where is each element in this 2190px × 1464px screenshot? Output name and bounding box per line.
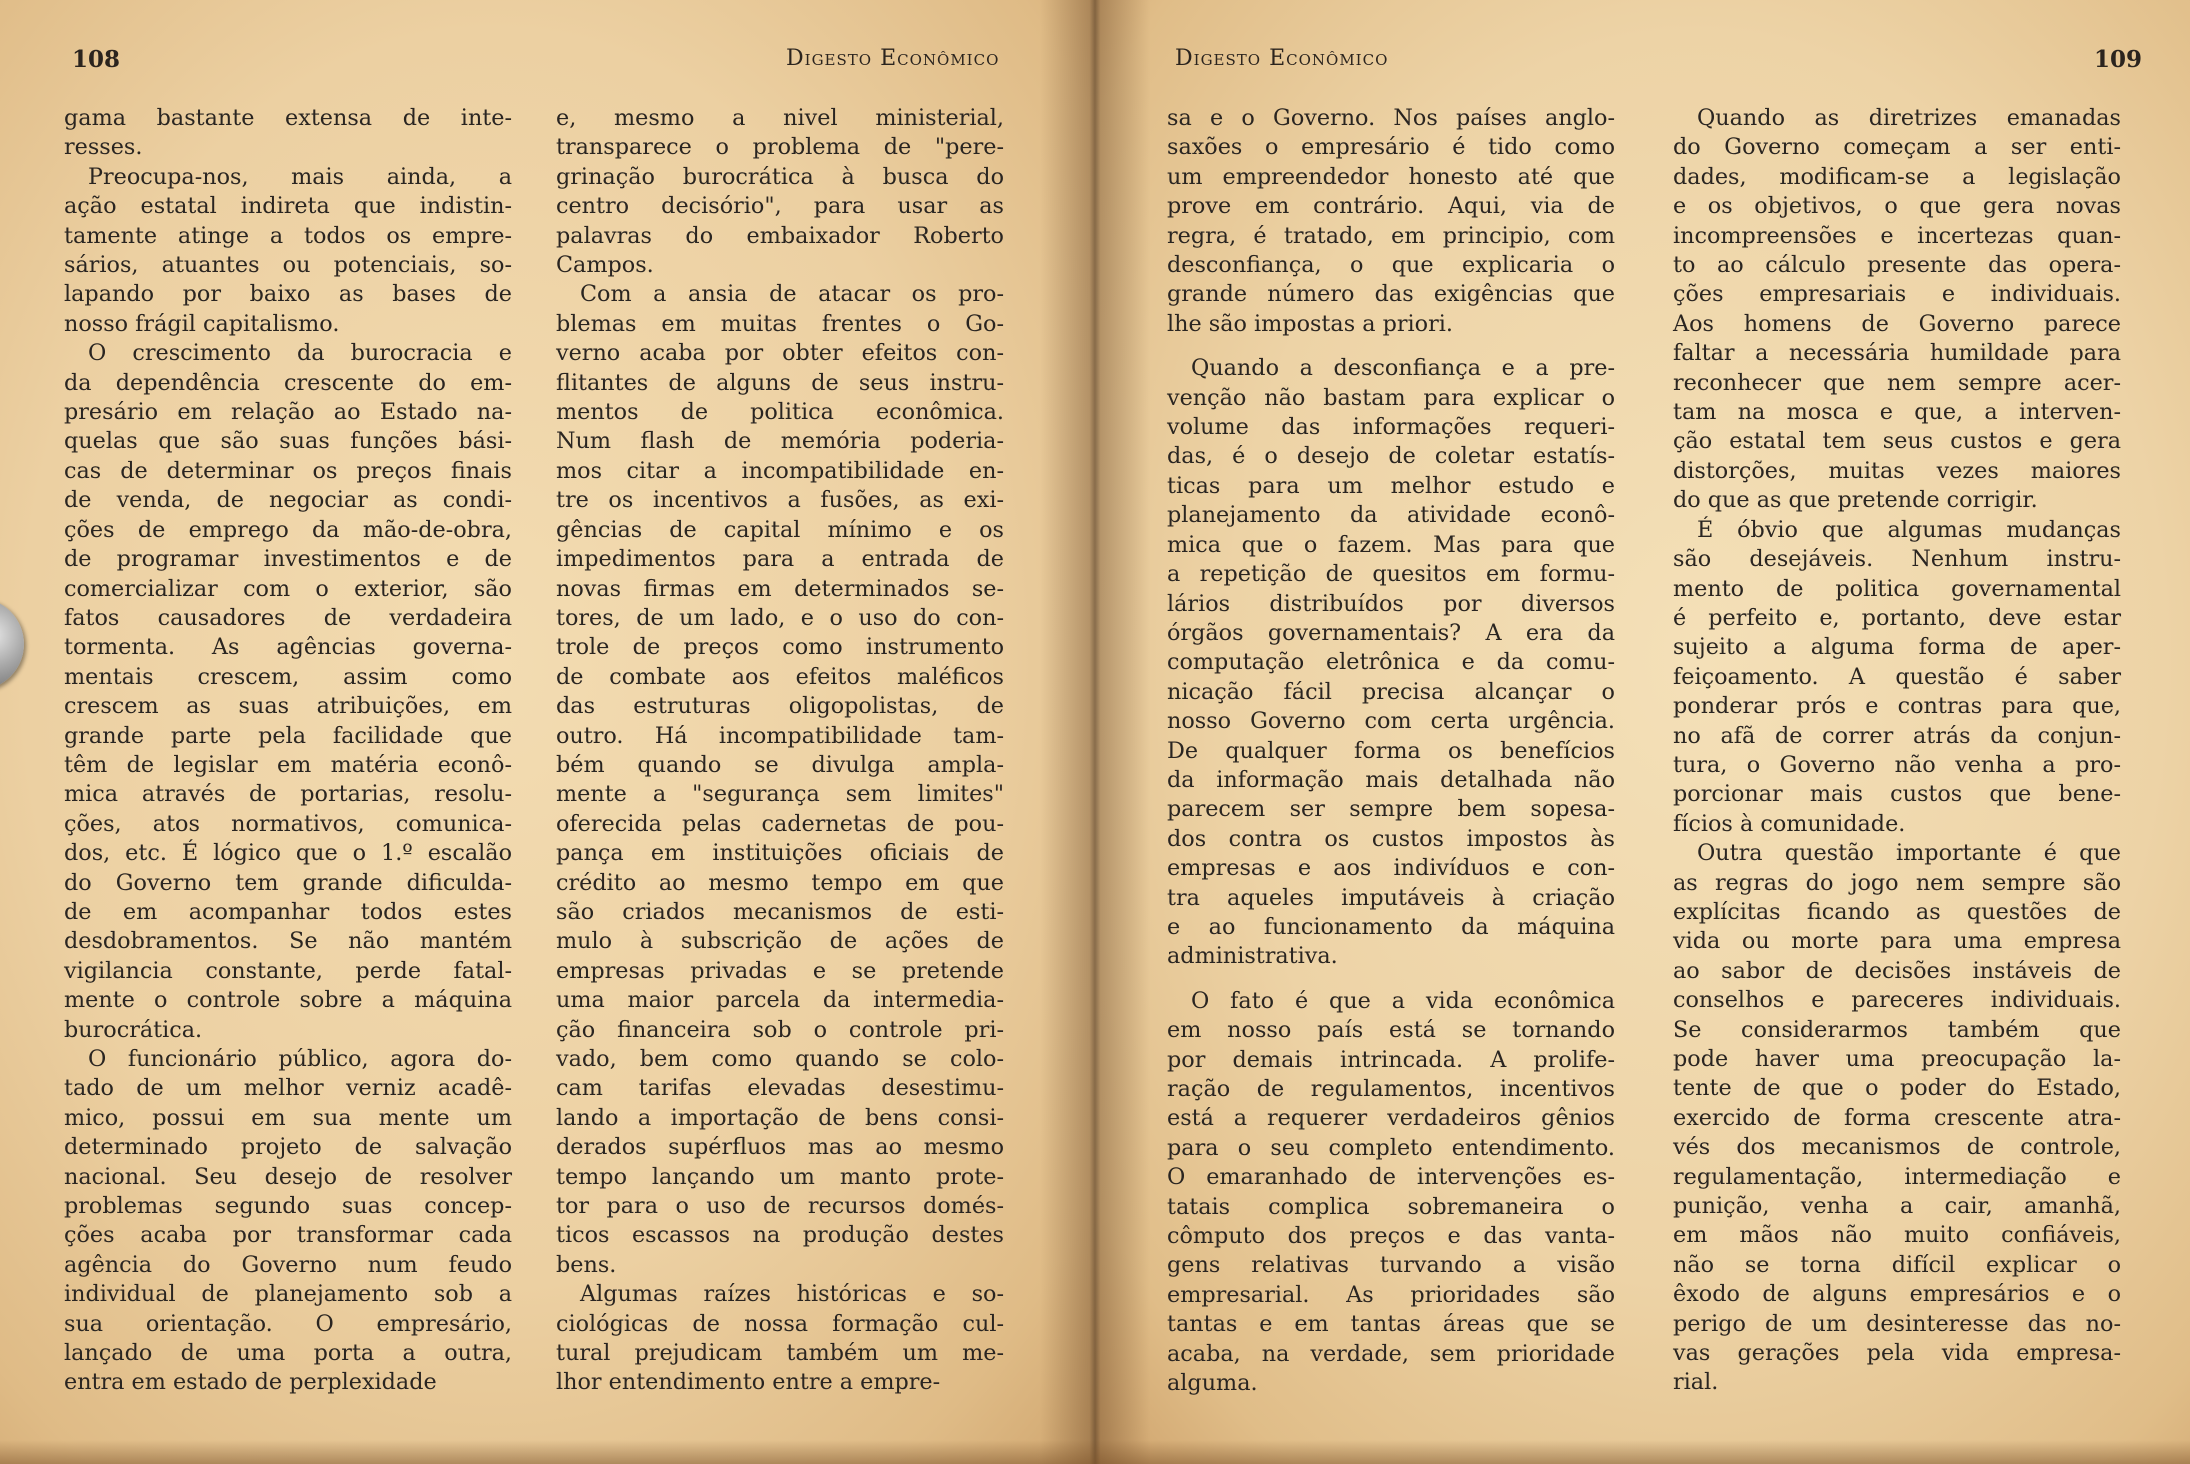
text-line: têm de legislar em matéria econô-	[64, 751, 512, 778]
text-line: exercido de forma crescente atra-	[1673, 1104, 2121, 1131]
left-running-header: Digesto Econômico	[786, 46, 1000, 71]
text-line: pança em instituições oficiais de	[556, 840, 1004, 867]
text-line: outro. Há incompatibilidade tam-	[556, 722, 1004, 749]
paragraph	[64, 339, 512, 1045]
text-line: de combate aos efeitos maléficos	[556, 663, 1004, 690]
text-line: fatos causadores de verdadeira	[64, 604, 512, 631]
text-line: entra em estado de perplexidade	[64, 1369, 437, 1396]
left-column-2	[556, 104, 1004, 1398]
paragraph	[64, 1045, 512, 1398]
text-line: quelas que são suas funções bási-	[64, 428, 512, 455]
text-line: tatais complica sobremaneira o	[1167, 1193, 1615, 1220]
right-column-1	[1167, 104, 1615, 1398]
text-line: crédito ao mesmo tempo em que	[556, 869, 1004, 896]
text-line: O crescimento da burocracia e	[88, 340, 512, 367]
text-line: cam tarifas elevadas desestimu-	[556, 1075, 1004, 1102]
paragraph	[1673, 104, 2121, 516]
text-line: porcionar mais custos que bene-	[1673, 781, 2121, 808]
text-line: ção financeira sob o controle pri-	[556, 1016, 1004, 1043]
text-line: dades, modificam-se a legislação	[1673, 163, 2121, 190]
text-line: empresas privadas e se pretende	[556, 957, 1004, 984]
text-line: prove em contrário. Aqui, via de	[1167, 193, 1615, 220]
text-line: sa e o Governo. Nos países anglo-	[1167, 105, 1615, 131]
text-line: administrativa.	[1167, 943, 1338, 970]
text-line: derados supérfluos mas ao mesmo	[556, 1134, 1004, 1161]
text-line: tantas e em tantas áreas que se	[1167, 1311, 1615, 1338]
text-line: ções de emprego da mão-de-obra,	[64, 516, 512, 543]
text-line: mica através de portarias, resolu-	[64, 781, 512, 808]
text-line: flitantes de alguns de seus instru-	[556, 369, 1004, 396]
text-line: Campos.	[556, 252, 654, 279]
text-line: são desejáveis. Nenhum instru-	[1673, 546, 2121, 573]
text-line: incompreensões e incertezas quan-	[1673, 222, 2121, 249]
right-running-header: Digesto Econômico	[1175, 46, 1389, 71]
text-line: as regras do jogo nem sempre são	[1673, 869, 2121, 896]
text-line: vado, bem como quando se colo-	[556, 1046, 1004, 1072]
text-line: explícitas ficando as questões de	[1673, 898, 2121, 925]
paragraph	[1167, 987, 1615, 1399]
paragraph	[64, 104, 512, 163]
text-line: reconhecer que nem sempre acer-	[1673, 369, 2121, 396]
binder-clip-icon	[0, 598, 24, 690]
text-line: ponderar prós e contras para que,	[1673, 693, 2121, 720]
text-line: é perfeito e, portanto, deve estar	[1673, 604, 2121, 631]
text-line: do que as que pretende corrigir.	[1673, 487, 2038, 514]
text-line: mico, possui em sua mente um	[64, 1104, 512, 1131]
text-line: Num flash de memória poderia-	[556, 428, 1004, 455]
text-line: comercializar com o exterior, são	[64, 575, 512, 602]
right-page-number: 109	[2094, 46, 2143, 73]
paragraph	[556, 1280, 1004, 1398]
text-line: das, é o desejo de coletar estatís-	[1167, 443, 1615, 470]
text-line: verno acaba por obter efeitos con-	[556, 340, 1004, 367]
text-line: trole de preços como instrumento	[556, 634, 1004, 661]
page-bottom-edge	[0, 1440, 2190, 1464]
left-page-number: 108	[72, 46, 121, 73]
text-line: planejamento da atividade econô-	[1167, 502, 1615, 529]
text-line: sários, atuantes ou potenciais, so-	[64, 252, 512, 279]
text-line: ração de regulamentos, incentivos	[1167, 1076, 1615, 1102]
text-line: feiçoamento. A questão é saber	[1673, 663, 2121, 690]
text-line: tor para o uso de recursos domés-	[556, 1193, 1004, 1220]
text-line: lando a importação de bens consi-	[556, 1104, 1004, 1131]
text-line: mente a "segurança sem limites"	[556, 781, 1004, 808]
text-line: transparece o problema de "pere-	[556, 134, 1004, 161]
text-line: burocrática.	[64, 1016, 203, 1043]
text-line: impedimentos para a entrada de	[556, 546, 1004, 573]
text-line: nosso Governo com certa urgência.	[1167, 708, 1615, 735]
text-line: gama bastante extensa de inte-	[64, 105, 512, 131]
text-line: tural prejudicam também um me-	[556, 1340, 1004, 1367]
left-column-1	[64, 104, 512, 1398]
text-line: O funcionário público, agora do-	[88, 1046, 512, 1072]
text-line: Se considerarmos também que	[1673, 1016, 2121, 1043]
text-line: ação estatal indireta que indistin-	[64, 193, 512, 220]
text-line: cas de determinar os preços finais	[64, 457, 512, 484]
text-line: parecem ser sempre bem sopesa-	[1167, 796, 1615, 823]
paragraph	[1673, 516, 2121, 839]
text-line: conselhos e pareceres individuais.	[1673, 987, 2121, 1014]
text-line: cômputo dos preços e das vanta-	[1167, 1223, 1615, 1250]
text-line: da informação mais detalhada não	[1167, 766, 1615, 793]
text-line: venção não bastam para explicar o	[1167, 384, 1615, 411]
text-line: Preocupa-nos, mais ainda, a	[88, 163, 512, 190]
text-line: um empreendedor honesto até que	[1167, 163, 1615, 190]
text-line: O fato é que a vida econômica	[1191, 987, 1615, 1014]
text-line: lançado de uma porta a outra,	[64, 1340, 512, 1367]
text-line: tores, de um lado, e o uso do con-	[556, 604, 1004, 631]
text-line: empresarial. As prioridades são	[1167, 1281, 1615, 1308]
text-line: lários distribuídos por diversos	[1167, 590, 1615, 617]
text-line: dos contra os custos impostos às	[1167, 825, 1615, 852]
text-line: mentais crescem, assim como	[64, 663, 512, 690]
text-line: determinado projeto de salvação	[64, 1134, 512, 1161]
text-line: presário em relação ao Estado na-	[64, 399, 512, 426]
text-line: ções empresariais e individuais.	[1673, 281, 2121, 308]
text-line: de venda, de negociar as condi-	[64, 487, 512, 514]
text-line: grande parte pela facilidade que	[64, 722, 512, 749]
text-line: centro decisório", para usar as	[556, 193, 1004, 220]
text-line: órgãos governamentais? A era da	[1167, 619, 1615, 646]
text-line: crescem as suas atribuições, em	[64, 693, 512, 720]
text-line: tormenta. As agências governa-	[64, 634, 512, 661]
text-line: e ao funcionamento da máquina	[1167, 913, 1615, 940]
paragraph	[1167, 104, 1615, 339]
text-line: faltar a necessária humildade para	[1673, 340, 2121, 367]
text-line: gências de capital mínimo e os	[556, 516, 1004, 543]
text-line: vigilancia constante, perde fatal-	[64, 957, 512, 984]
text-line: e, mesmo a nivel ministerial,	[556, 105, 1004, 131]
text-line: É óbvio que algumas mudanças	[1697, 516, 2121, 543]
text-line: para o seu completo entendimento.	[1167, 1134, 1615, 1161]
text-line: resses.	[64, 134, 143, 161]
text-line: distorções, muitas vezes maiores	[1673, 457, 2121, 484]
text-line: tre os incentivos a fusões, as exi-	[556, 487, 1004, 514]
text-line: de em acompanhar todos estes	[64, 898, 512, 925]
text-line: empresas e aos indivíduos e con-	[1167, 855, 1615, 882]
paragraph	[64, 163, 512, 339]
text-line: tado de um melhor verniz acadê-	[64, 1075, 512, 1102]
text-line: tam na mosca e que, a interven-	[1673, 399, 2121, 426]
text-line: gens relativas turvando a visão	[1167, 1252, 1615, 1279]
text-line: O emaranhado de intervenções es-	[1167, 1164, 1615, 1191]
text-line: ticas para um melhor estudo e	[1167, 472, 1615, 499]
text-line: Com a ansia de atacar os pro-	[580, 281, 1004, 308]
text-line: palavras do embaixador Roberto	[556, 222, 1004, 249]
text-line: ção estatal tem seus custos e gera	[1673, 428, 2121, 455]
text-line: mente o controle sobre a máquina	[64, 987, 512, 1014]
text-line: lhor entendimento entre a empre-	[556, 1369, 941, 1396]
text-line: ções, atos normativos, comunica-	[64, 810, 512, 837]
text-line: no afã de correr atrás da conjun-	[1673, 722, 2121, 749]
text-line: ciológicas de nossa formação cul-	[556, 1310, 1004, 1337]
text-line: pode haver uma preocupação la-	[1673, 1046, 2121, 1072]
text-line: desconfiança, o que explicaria o	[1167, 252, 1615, 279]
text-line: lhe são impostas a priori.	[1167, 310, 1453, 337]
text-line: está a requerer verdadeiros gênios	[1167, 1105, 1615, 1132]
text-line: desdobramentos. Se não mantém	[64, 928, 512, 955]
text-line: to ao cálculo presente das opera-	[1673, 252, 2121, 279]
text-line: individual de planejamento sob a	[64, 1281, 512, 1308]
text-line: tempo lançando um manto prote-	[556, 1163, 1004, 1190]
text-line: oferecida pelas cadernetas de pou-	[556, 810, 1004, 837]
text-line: não se torna difícil explicar o	[1673, 1251, 2121, 1278]
text-line: Quando a desconfiança e a pre-	[1191, 355, 1615, 382]
paragraph	[556, 104, 1004, 280]
text-line: ticos escassos na produção destes	[556, 1222, 1004, 1249]
text-line: tra aqueles imputáveis à criação	[1167, 884, 1615, 911]
text-line: grinação burocrática à busca do	[556, 163, 1004, 190]
text-line: mos citar a incompatibilidade en-	[556, 457, 1004, 484]
right-page	[1095, 0, 2190, 1464]
text-line: e os objetivos, o que gera novas	[1673, 193, 2121, 220]
text-line: a repetição de quesitos em formu-	[1167, 561, 1615, 588]
text-line: por demais intrincada. A prolife-	[1167, 1046, 1615, 1073]
text-line: nicação fácil precisa alcançar o	[1167, 678, 1615, 705]
text-line: das estruturas oligopolistas, de	[556, 693, 1004, 720]
text-line: em nosso país está se tornando	[1167, 1017, 1615, 1044]
text-line: grande número das exigências que	[1167, 281, 1615, 308]
text-line: do Governo começam a ser enti-	[1673, 134, 2121, 161]
right-column-2	[1673, 104, 2121, 1398]
text-line: acaba, na verdade, sem prioridade	[1167, 1340, 1615, 1367]
text-line: mentos de politica econômica.	[556, 399, 1004, 426]
text-line: ao sabor de decisões instáveis de	[1673, 957, 2121, 984]
text-line: volume das informações requeri-	[1167, 414, 1615, 441]
text-line: Algumas raízes históricas e so-	[580, 1281, 1004, 1308]
paragraph	[1167, 354, 1615, 972]
paragraph	[1673, 839, 2121, 1398]
text-line: mica que o fazem. Mas para que	[1167, 531, 1615, 558]
text-line: problemas segundo suas concep-	[64, 1193, 512, 1220]
text-line: do Governo tem grande dificulda-	[64, 869, 512, 896]
text-line: Quando as diretrizes emanadas	[1697, 105, 2121, 131]
text-line: perigo de um desinteresse das no-	[1673, 1310, 2121, 1337]
text-line: punição, venha a cair, amanhã,	[1673, 1193, 2121, 1220]
text-line: Aos homens de Governo parece	[1673, 310, 2121, 337]
text-line: alguma.	[1167, 1370, 1258, 1397]
text-line: computação eletrônica e da comu-	[1167, 649, 1615, 676]
text-line: vas gerações pela vida empresa-	[1673, 1340, 2121, 1367]
text-line: vida ou morte para uma empresa	[1673, 928, 2121, 955]
text-line: êxodo de alguns empresários e o	[1673, 1281, 2121, 1308]
text-line: mento de politica governamental	[1673, 575, 2121, 602]
text-line: bens.	[556, 1251, 617, 1278]
text-line: em mãos não muito confiáveis,	[1673, 1222, 2121, 1249]
text-line: blemas em muitas frentes o Go-	[556, 310, 1004, 337]
text-line: sujeito a alguma forma de aper-	[1673, 634, 2121, 661]
text-line: tamente atinge a todos os empre-	[64, 222, 512, 249]
text-line: fícios à comunidade.	[1673, 810, 1906, 837]
text-line: uma maior parcela da intermedia-	[556, 987, 1004, 1014]
text-line: lapando por baixo as bases de	[64, 281, 512, 308]
text-line: tente de que o poder do Estado,	[1673, 1075, 2121, 1102]
text-line: Outra questão importante é que	[1697, 840, 2121, 867]
text-line: sua orientação. O empresário,	[64, 1310, 512, 1337]
paragraph	[556, 280, 1004, 1280]
text-line: mulo à subscrição de ações de	[556, 928, 1004, 955]
text-line: novas firmas em determinados se-	[556, 575, 1004, 602]
text-line: De qualquer forma os benefícios	[1167, 737, 1615, 764]
text-line: saxões o empresário é tido como	[1167, 134, 1615, 161]
text-line: ções acaba por transformar cada	[64, 1222, 512, 1249]
text-line: rial.	[1673, 1369, 1719, 1396]
text-line: bém quando se divulga ampla-	[556, 751, 1004, 778]
text-line: regulamentação, intermediação e	[1673, 1163, 2121, 1190]
text-line: dos, etc. É lógico que o 1.º escalão	[64, 840, 512, 867]
text-line: nosso frágil capitalismo.	[64, 310, 340, 337]
text-line: regra, é tratado, em principio, com	[1167, 222, 1615, 249]
text-line: tura, o Governo não venha a pro-	[1673, 751, 2121, 778]
text-line: da dependência crescente do em-	[64, 369, 512, 396]
text-line: nacional. Seu desejo de resolver	[64, 1163, 512, 1190]
text-line: agência do Governo num feudo	[64, 1251, 512, 1278]
text-line: de programar investimentos e de	[64, 546, 512, 573]
text-line: vés dos mecanismos de controle,	[1673, 1134, 2121, 1161]
text-line: são criados mecanismos de esti-	[556, 898, 1004, 925]
